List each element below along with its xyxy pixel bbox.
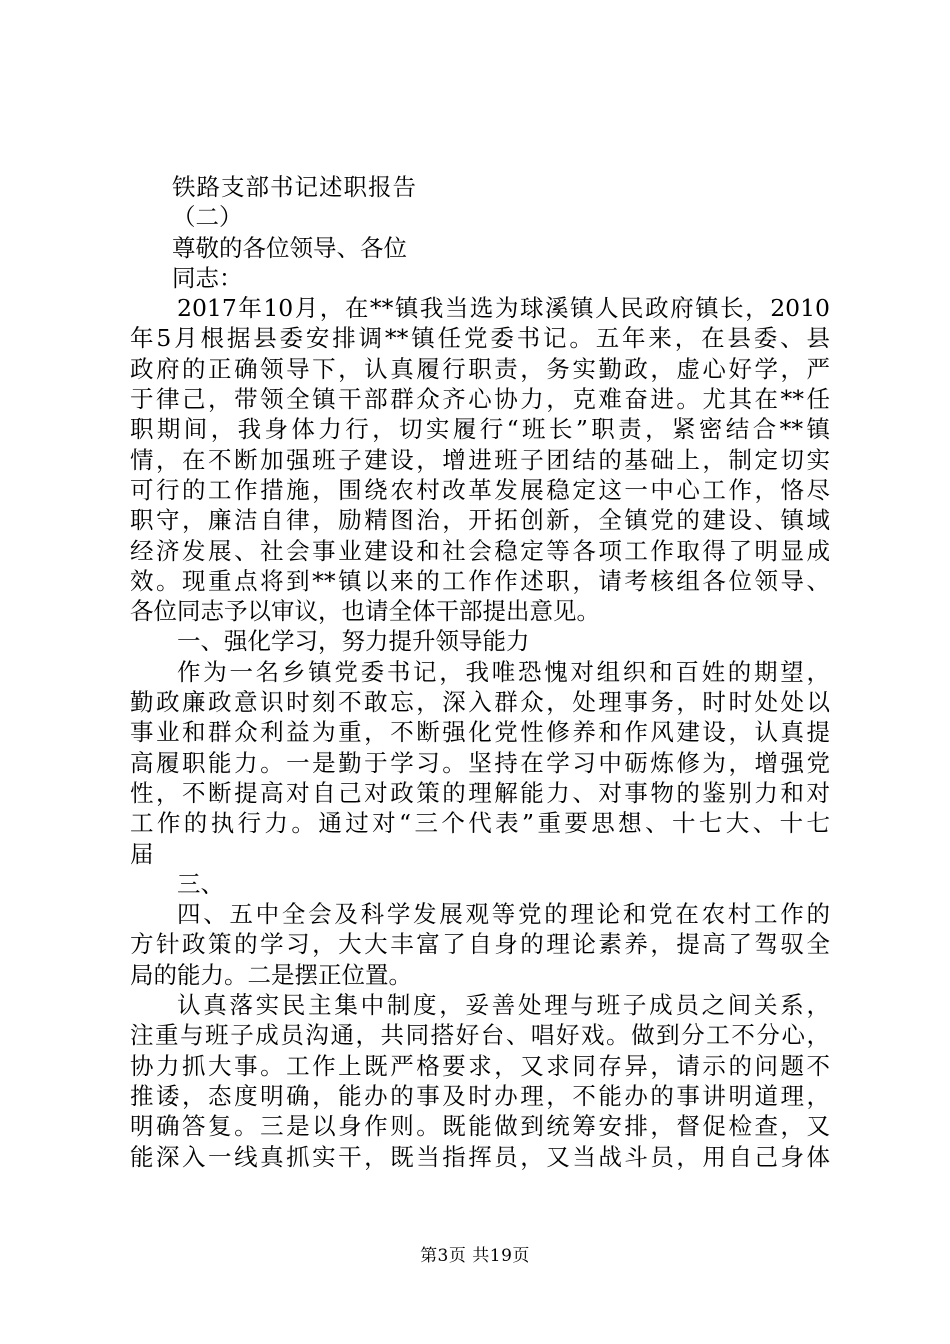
paragraph-line: 经济发展、社会事业建设和社会稳定等各项工作取得了明显成 [130, 536, 830, 565]
page-number-label: 第3页 共19页 [420, 1246, 530, 1266]
paragraph-line: 可行的工作措施，围绕农村改革发展稳定这一中心工作，恪尽 [130, 475, 830, 504]
paragraph-line: 方针政策的学习，大大丰富了自身的理论素养，提高了驾驭全 [130, 930, 830, 959]
paragraph-line: 三、 [177, 869, 224, 898]
paragraph-line: 政府的正确领导下，认真履行职责，务实勤政，虚心好学，严 [130, 354, 830, 383]
paragraph-line: 职守，廉洁自律，励精图治，开拓创新，全镇党的建设、镇域 [130, 506, 830, 535]
paragraph-line: 四、五中全会及科学发展观等党的理论和党在农村工作的 [177, 900, 830, 929]
paragraph-line: 高履职能力。一是勤于学习。坚持在学习中砺炼修为，增强党 [130, 748, 830, 777]
paragraph-line: 作为一名乡镇党委书记，我唯恐愧对组织和百姓的期望， [177, 657, 830, 686]
paragraph-line: 一、强化学习，努力提升领导能力 [177, 627, 530, 656]
paragraph-line: 事业和群众利益为重，不断强化党性修养和作风建设，认真提 [130, 718, 830, 747]
paragraph-line: 情，在不断加强班子建设，增进班子团结的基础上，制定切实 [130, 445, 830, 474]
paragraph-line: 同志： [172, 263, 243, 292]
paragraph-line: 尊敬的各位领导、各位 [172, 233, 407, 262]
paragraph-line: 性，不断提高对自己对政策的理解能力、对事物的鉴别力和对 [130, 778, 830, 807]
paragraph-line: 效。现重点将到**镇以来的工作作述职，请考核组各位领导、 [130, 566, 830, 595]
paragraph-line: 年5月根据县委安排调**镇任党委书记。五年来，在县委、县 [130, 324, 830, 353]
paragraph-line: 能深入一线真抓实干，既当指挥员，又当战斗员，用自己身体 [130, 1142, 830, 1171]
paragraph-line: 认真落实民主集中制度，妥善处理与班子成员之间关系， [177, 991, 830, 1020]
paragraph-line: 2017年10月，在**镇我当选为球溪镇人民政府镇长，2010 [177, 294, 830, 323]
paragraph-line: 届 [130, 839, 154, 868]
document-body [130, 172, 830, 1172]
paragraph-line: 局的能力。二是摆正位置。 [130, 960, 412, 989]
paragraph-line: 勤政廉政意识时刻不敢忘，深入群众，处理事务，时时处处以 [130, 688, 830, 717]
paragraph-line: 注重与班子成员沟通，共同搭好台、唱好戏。做到分工不分心， [130, 1021, 830, 1050]
paragraph-line: 明确答复。三是以身作则。既能做到统筹安排，督促检查，又 [130, 1112, 830, 1141]
paragraph-line: 于律己，带领全镇干部群众齐心协力，克难奋进。尤其在**任 [130, 385, 830, 414]
paragraph-line: 推诿，态度明确，能办的事及时办理，不能办的事讲明道理， [130, 1081, 830, 1110]
document-title: 铁路支部书记述职报告 [172, 173, 417, 201]
paragraph-line: 职期间，我身体力行，切实履行“班长”职责，紧密结合**镇 [130, 415, 830, 444]
paragraph-line: 工作的执行力。通过对“三个代表”重要思想、十七大、十七 [130, 809, 830, 838]
paragraph-line: （二） [172, 203, 243, 232]
page-footer [0, 1246, 950, 1266]
paragraph-line: 协力抓大事。工作上既严格要求，又求同存异，请示的问题不 [130, 1051, 830, 1080]
paragraph-line: 各位同志予以审议，也请全体干部提出意见。 [130, 597, 600, 626]
